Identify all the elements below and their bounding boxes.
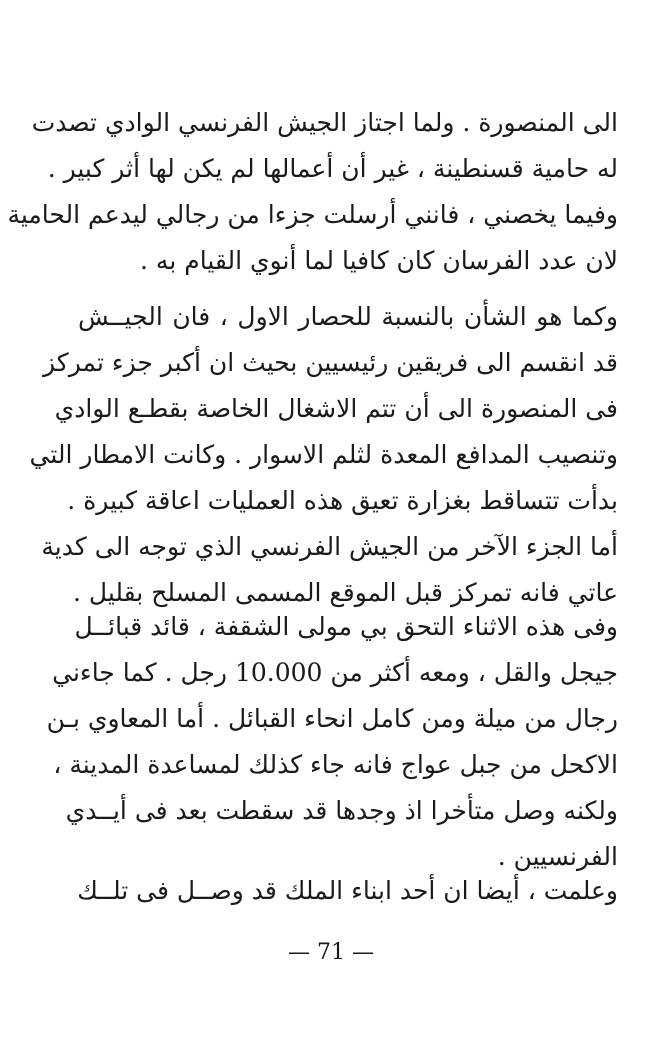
text-line: عاتي فانه تمركز قبل الموقع المسمى المسلح بقليل .	[73, 578, 618, 607]
text-line: له حامية قسنطينة ، غير أن أعمالها لم يكن لها أثر كبير .	[47, 154, 618, 183]
text-line: فى المنصورة الى أن تتم الاشغال الخاصة بقطـع الوادي	[54, 394, 618, 423]
page-number: — 71 —	[288, 940, 374, 965]
text-line: وفيما يخصني ، فانني أرسلت جزءا من رجالي ليدعم الحامية	[7, 200, 618, 229]
paragraph	[7, 100, 618, 284]
text-line: بدأت تتساقط بغزارة تعيق هذه العمليات اعاقة كبيرة .	[67, 486, 618, 515]
text-line: الفرنسيين .	[497, 842, 618, 871]
text-line: وتنصيب المدافع المعدة لثلم الاسوار . وكانت الامطار التي	[29, 440, 618, 469]
paragraph	[46, 604, 618, 880]
text-line: وعلمت ، أيضا ان أحد ابناء الملك قد وصــل فى تلــك	[77, 876, 618, 905]
text-line: أما الجزء الآخر من الجيش الفرنسي الذي توجه الى كدية	[41, 532, 618, 561]
paragraph	[78, 868, 618, 914]
text-line: جيجل والقل ، ومعه أكثر من 10.000 رجل . كما جاءني	[52, 658, 618, 687]
text-line: ولكنه وصل متأخرا اذ وجدها قد سقطت بعد فى أيــدي	[65, 796, 618, 825]
text-line: الاكحل من جبل عواج فانه جاء كذلك لمساعدة المدينة ،	[53, 750, 618, 779]
text-line: رجال من ميلة ومن كامل انحاء القبائل . أما المعاوي بـن	[46, 704, 618, 733]
text-line: قد انقسم الى فريقين رئيسيين بحيث ان أكبر جزء تمركز	[43, 348, 618, 377]
text-line: وكما هو الشأن بالنسبة للحصار الاول ، فان الجيــش	[78, 302, 618, 331]
text-line: وفى هذه الاثناء التحق بي مولى الشقفة ، قائد قبائــل	[74, 612, 618, 641]
paragraph	[29, 294, 618, 616]
text-line: الى المنصورة . ولما اجتاز الجيش الفرنسي الوادي تصدت	[31, 108, 618, 137]
text-line: لان عدد الفرسان كان كافيا لما أنوي القيام به .	[140, 246, 618, 275]
